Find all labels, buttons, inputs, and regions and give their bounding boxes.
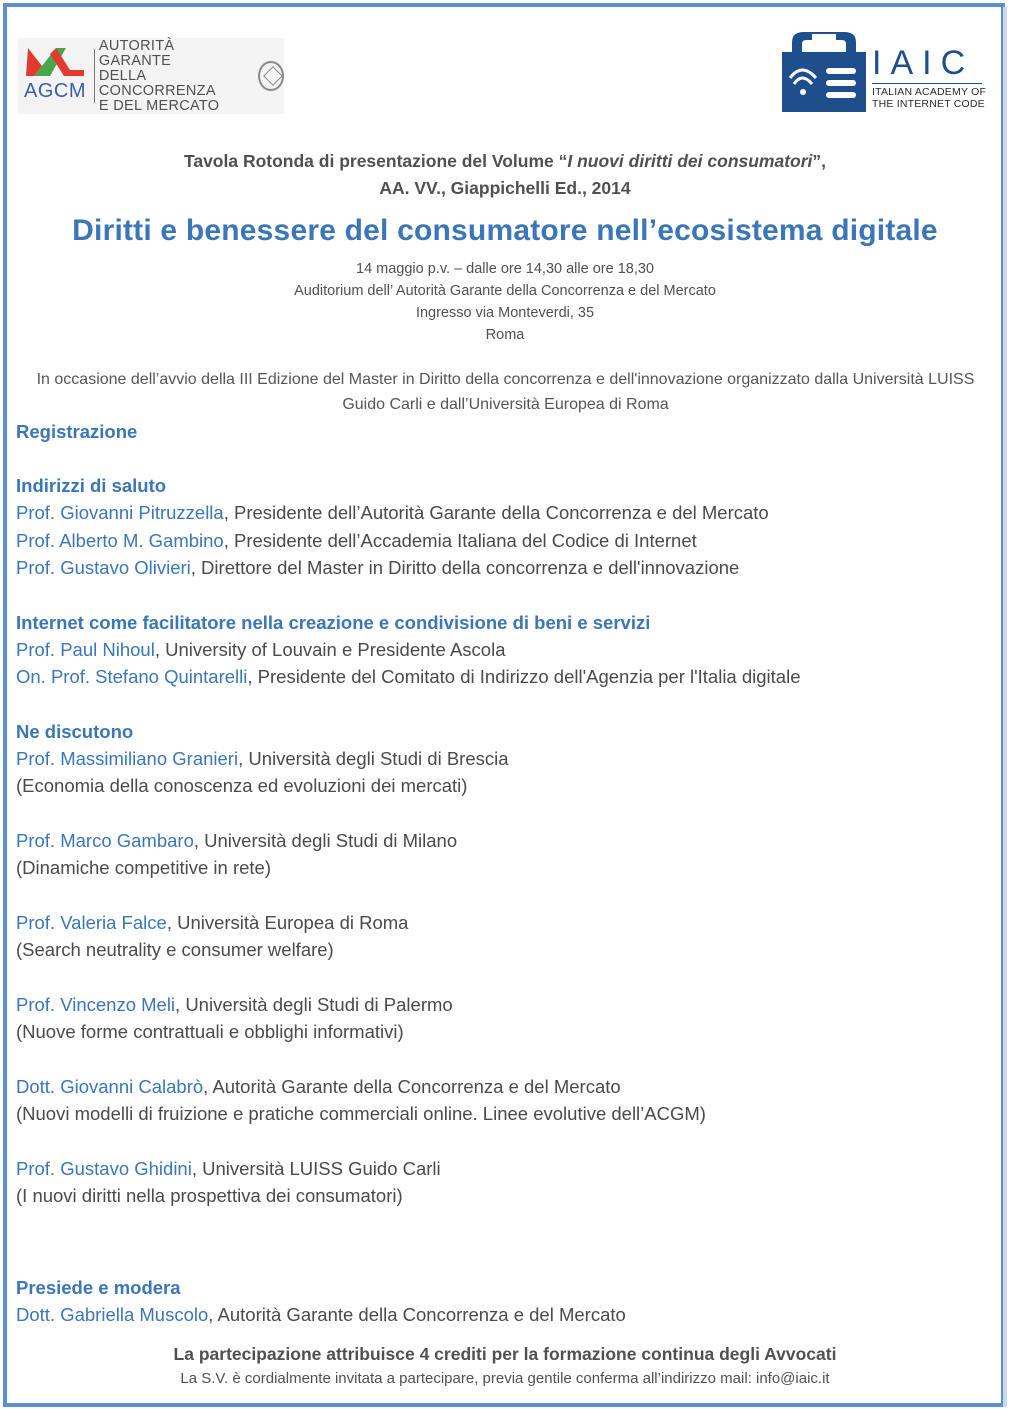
credits-note: La partecipazione attribuisce 4 crediti per la formazione continua degli Avvocati [173,1344,837,1364]
book-suffix: ”, [812,151,827,171]
iaic-subtitle-line: THE INTERNET CODE [872,98,985,110]
registration-heading: Registrazione [16,421,138,442]
speaker-row [16,909,996,937]
moderator-heading: Presiede e modera [16,1276,181,1298]
occasion-text: In occasione dell’avvio della III Edizione del Master in Diritto della concorrenza e dell'innovazione organizzato dalla Università LUISS Guido Carli e dall’Università Europea di Roma [36,371,975,413]
agcm-divider [94,49,95,103]
invitation-note: La S.V. è cordialmente invitata a partecipare, previa gentile conferma all’indirizzo mail: info@iaic.it [180,1370,830,1387]
discussion-heading: Ne discutono [16,720,134,742]
speaker-row [16,745,996,773]
agcm-logo [18,38,284,114]
speaker-role: , Università degli Studi di Milano [193,829,458,851]
speaker-role: , Direttore del Master in Diritto della concorrenza e dell'innovazione [190,557,740,578]
speaker-role: , Presidente dell’Accademia Italiana del Codice di Internet [223,529,697,551]
agcm-name-line: AUTORITÀ GARANTE [98,37,175,69]
speaker-name: On. Prof. Stefano Quintarelli [16,666,248,687]
speaker-topic: (Search neutrality e consumer welfare) [16,939,334,960]
page-title: Diritti e benessere del consumatore nell’ecosistema digitale [72,214,938,247]
agcm-name [99,39,250,114]
speaker-role: , Presidente dell’Autorità Garante della Concorrenza e del Mercato [223,502,769,523]
speaker-row [16,1155,996,1183]
iaic-rule [872,83,982,84]
book-prefix: Tavola Rotonda di presentazione del Volume “ [183,151,568,171]
book-line-2: AA. VV., Giappichelli Ed., 2014 [379,178,631,198]
speaker-row [16,527,996,555]
speaker-row [16,554,996,582]
speaker-topic: (Dinamiche competitive in rete) [16,857,271,878]
speaker-name: Prof. Paul Nihoul [16,638,155,660]
moderator-role: , Autorità Garante della Concorrenza e del Mercato [208,1303,626,1325]
speaker-row [16,499,996,527]
speaker-name: Prof. Gustavo Ghidini [16,1157,192,1179]
speaker-name: Prof. Marco Gambaro [16,829,194,851]
speaker-role: , Università degli Studi di Palermo [175,993,453,1015]
speaker-topic: (Nuovi modelli di fruizione e pratiche commerciali online. Linee evolutive dell’ACGM) [16,1103,706,1124]
event-venue: Auditorium dell’ Autorità Garante della Concorrenza e del Mercato [294,283,716,299]
speaker-row [16,827,996,855]
speaker-topic: (Economia della conoscenza ed evoluzioni dei mercati) [16,775,468,796]
speaker-topic: (I nuovi diritti nella prospettiva dei consumatori) [16,1185,403,1206]
speaker-role: , Università Europea di Roma [166,911,409,933]
speaker-name: Prof. Alberto M. Gambino [16,529,224,551]
agcm-name-line: DELLA CONCORRENZA [98,67,216,99]
speaker-role: , Università LUISS Guido Carli [191,1157,441,1179]
event-date: 14 maggio p.v. – dalle ore 14,30 alle ore 18,30 [356,261,654,277]
event-city: Roma [485,327,525,343]
speaker-role: , Autorità Garante della Concorrenza e del Mercato [203,1075,621,1097]
speaker-row [16,1073,996,1101]
speaker-topic: (Nuove forme contrattuali e obblighi informativi) [16,1021,404,1042]
book-presentation [0,148,1010,202]
agcm-acronym: AGCM [24,80,86,102]
iaic-mark-icon [782,28,866,112]
speaker-role: , Università degli Studi di Brescia [238,747,509,769]
event-entrance: Ingresso via Monteverdi, 35 [415,305,595,321]
iaic-subtitle-line: ITALIAN ACADEMY OF [872,86,987,98]
speaker-name: Prof. Valeria Falce [16,911,167,933]
speaker-name: Dott. Giovanni Calabrò [16,1075,204,1097]
iaic-title: IAIC [872,44,975,82]
speaker-row [16,663,996,691]
internet-heading: Internet come facilitatore nella creazione e condivisione di beni e servizi [16,611,651,633]
speaker-row [16,636,996,664]
republic-seal-icon [258,61,284,91]
agcm-mark-icon [20,40,92,112]
book-title: I nuovi diritti dei consumatori [567,151,813,171]
program [16,418,996,1328]
iaic-subtitle [872,86,990,110]
speaker-role: , University of Louvain e Presidente Ascola [154,638,506,660]
speaker-row [16,991,996,1019]
speaker-name: Prof. Giovanni Pitruzzella [16,502,224,523]
speaker-name: Prof. Vincenzo Meli [16,993,176,1015]
book-line-1 [0,148,1010,175]
agcm-name-line: E DEL MERCATO [98,97,220,114]
event-details [0,258,1010,346]
moderator-name: Dott. Gabriella Muscolo [16,1303,209,1325]
speaker-name: Prof. Massimiliano Granieri [16,747,239,769]
speaker-role: , Presidente del Comitato di Indirizzo dell'Agenzia per l'Italia digitale [247,666,801,687]
greetings-heading: Indirizzi di saluto [16,475,167,496]
iaic-logo [780,26,990,116]
moderator-row [16,1301,996,1329]
speaker-name: Prof. Gustavo Olivieri [16,557,191,578]
